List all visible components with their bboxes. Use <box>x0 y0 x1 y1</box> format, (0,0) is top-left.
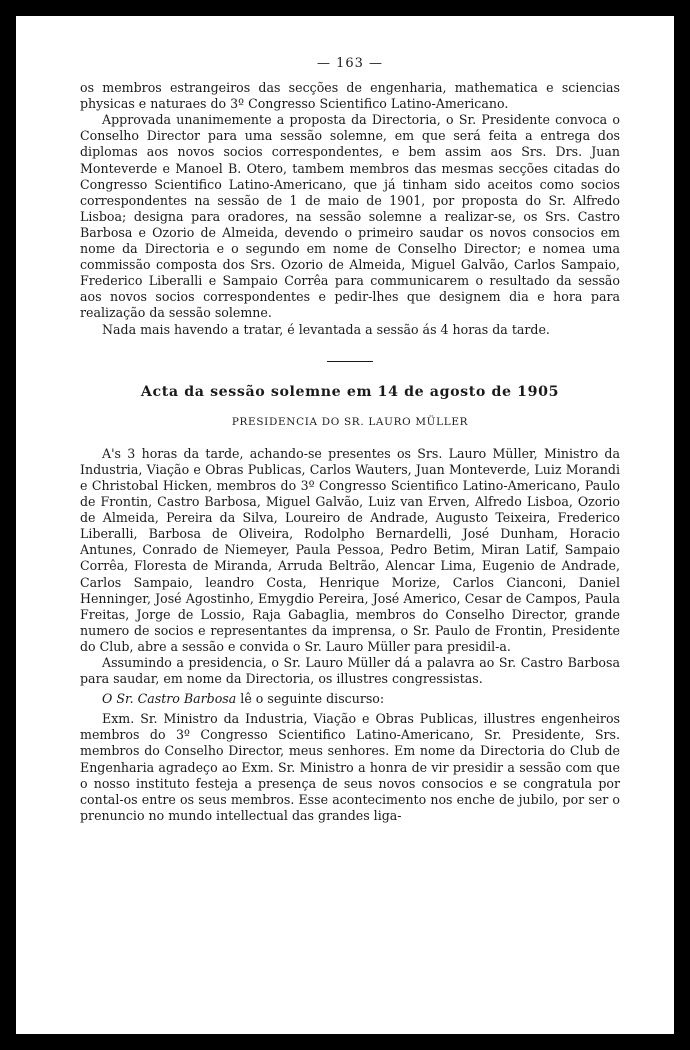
paragraph-closing: Nada mais havendo a tratar, é levantada a sessão ás 4 horas da tarde. <box>102 321 550 337</box>
page-number: — 163 — <box>316 56 384 71</box>
section-divider <box>327 361 373 362</box>
paragraph-speech: Exm. Sr. Ministro da Industria, Viação e Obras Publicas, illustres engenheiros membros do 3º Congresso Scientifico Latino-Americano, Sr. Presidente, Srs. membros do Conselho Director, meus senhores. Em nome da Directoria do Club de Engenharia agradeço ao Exm. Sr. Ministro a honra de vir presidir a sessão com que o nosso instituto festeja a presença de seus novos consocios e se congratula por contal-os entre os seus membros. Esse acontecimento nos enche de jubilo, por ser o prenuncio no mundo intellectual das grandes liga- <box>80 711 620 823</box>
paragraph-continuation: os membros estrangeiros das secções de engenharia, mathematica e sciencias physicas e naturaes do 3º Congresso Scientifico Latino-Americano. <box>80 80 620 112</box>
document-page <box>16 16 674 1034</box>
text-column <box>80 56 620 824</box>
paragraph-attendance: A's 3 horas da tarde, achando-se presentes os Srs. Lauro Müller, Ministro da Industria, Viação e Obras Publicas, Carlos Wauters, Juan Monteverde, Luiz Morandi e Christobal Hicken, membros do 3º Congresso Scientifico Latino-Americano, Paulo de Frontin, Castro Barbosa, Miguel Galvão, Luiz van Erven, Alfredo Lisboa, Ozorio de Almeida, Pereira da Silva, Loureiro de Andrade, Augusto Teixeira, Frederico Liberalli, Barbosa de Oliveira, Rodolpho Bernardelli, José Dunham, Horacio Antunes, Conrado de Niemeyer, Paula Pessoa, Pedro Betim, Miran Latif, Sampaio Corrêa, Floresta de Miranda, Arruda Beltrão, Alencar Lima, Eugenio de Andrade, Carlos Sampaio, leandro Costa, Henrique Morize, Carlos Cianconi, Daniel Henninger, José Agostinho, Emygdio Pereira, José Americo, Cesar de Campos, Paula Freitas, Jorge de Lossio, Raja Gabaglia, membros do Conselho Director, grande numero de socios e representantes da imprensa, o Sr. Paulo de Frontin, Presidente do Club, abre a sessão e convida o Sr. Lauro Müller para presidil-a. <box>80 445 620 654</box>
paragraph-approval: Approvada unanimemente a proposta da Directoria, o Sr. Presidente convoca o Conselho Director para uma sessão solemne, em que será feita a entrega dos diplomas aos novos socios correspondentes, e bem assim aos Srs. Drs. Juan Monteverde e Manoel B. Otero, tambem membros das mesmas secções citadas do Congresso Scientifico Latino-Americano, que já tinham sido aceitos como socios correspondentes na sessão de 1 de maio de 1901, por proposta do Sr. Alfredo Lisboa; designa para oradores, na sessão solemne a realizar-se, os Srs. Castro Barbosa e Ozorio de Almeida, devendo o primeiro saudar os novos consocios em nome da Directoria e o segundo em nome de Conselho Director; e nomea uma commissão composta dos Srs. Ozorio de Almeida, Miguel Galvão, Carlos Sampaio, Frederico Liberalli e Sampaio Corrêa para communicarem o resultado da sessão aos novos socios correspondentes e pedir-lhes que designem dia e hora para realização da sessão solemne. <box>80 112 620 321</box>
presidency-line: PRESIDENCIA DO SR. LAURO MÜLLER <box>231 415 469 428</box>
paragraph-speaker <box>80 691 620 707</box>
speaker-name: O Sr. Castro Barbosa <box>102 691 237 707</box>
paragraph-assumption: Assumindo a presidencia, o Sr. Lauro Müller dá a palavra ao Sr. Castro Barbosa para saudar, em nome da Directoria, os illustres congressistas. <box>80 655 620 687</box>
section-title: Acta da sessão solemne em 14 de agosto de 1905 <box>140 383 560 400</box>
speaker-intro: lê o seguinte discurso: <box>240 691 385 707</box>
